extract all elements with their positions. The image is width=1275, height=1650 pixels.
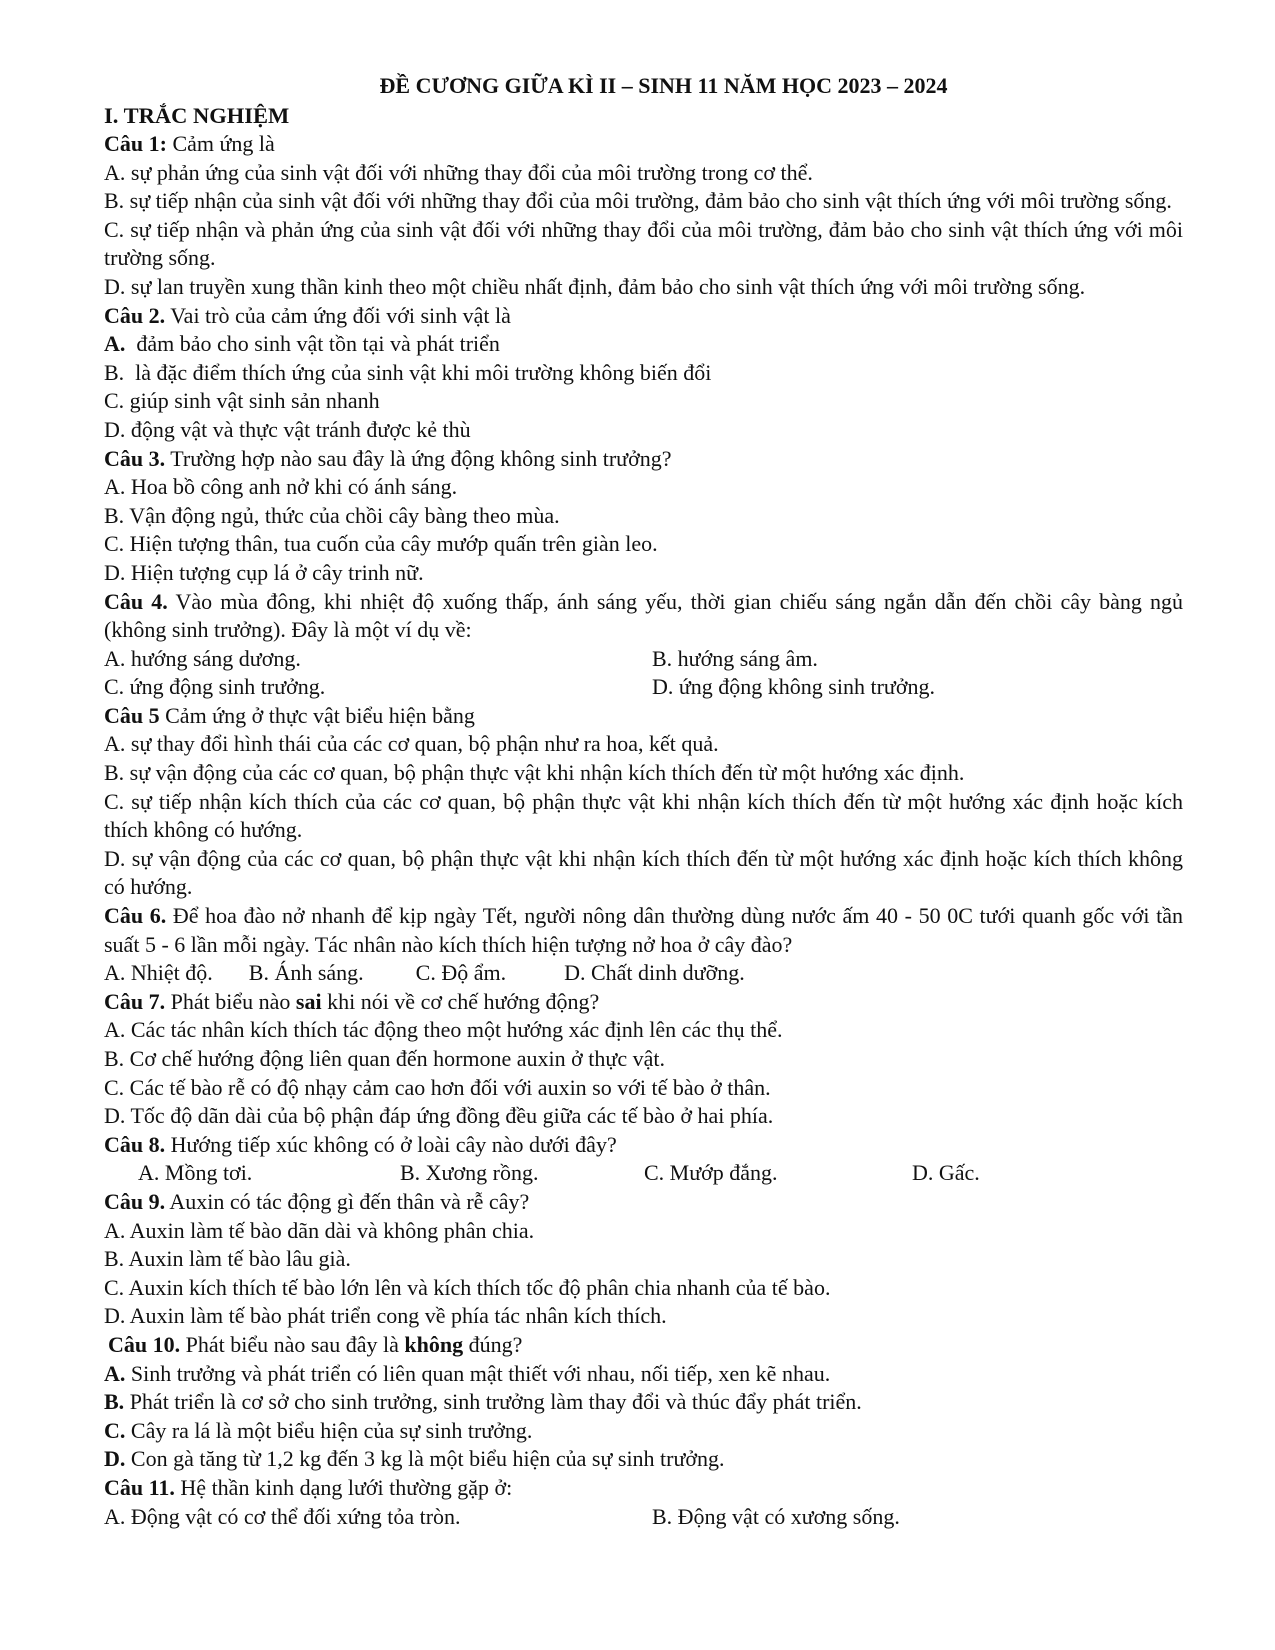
question-label: Câu 4. <box>104 588 168 614</box>
option-c <box>104 1417 1183 1446</box>
option-c: C. Hiện tượng thân, tua cuốn của cây mướp quấn trên giàn leo. <box>104 531 658 557</box>
question-text: Cảm ứng là <box>166 131 275 156</box>
option-d: D. Auxin làm tế bào phát triển cong về phía tác nhân kích thích. <box>104 1303 667 1329</box>
option-b: B. sự tiếp nhận của sinh vật đối với những thay đổi của môi trường, đảm bảo cho sinh vật thích ứng với môi trường sống. <box>104 188 1172 214</box>
question-6-stem <box>104 902 1183 959</box>
option-a <box>104 330 1183 359</box>
question-4 <box>104 588 1183 702</box>
question-label: Câu 5 <box>104 702 160 728</box>
question-text: Hệ thần kinh dạng lưới thường gặp ở: <box>174 1474 513 1500</box>
question-label: Câu 11. <box>104 1474 175 1500</box>
question-11-stem <box>104 1474 1183 1503</box>
option-b: B. là đặc điểm thích ứng của sinh vật khi môi trường không biến đổi <box>104 359 712 385</box>
question-text: Vào mùa đông, khi nhiệt độ xuống thấp, ánh sáng yếu, thời gian chiếu sáng ngắn dẫn đến chồi cây bàng ngủ (không sinh trưởng). Đây là một ví dụ về: <box>104 588 1183 643</box>
question-label: Câu 7. <box>104 988 166 1014</box>
option-a: A. Auxin làm tế bào dãn dài và không phân chia. <box>104 1217 535 1243</box>
question-text: Trường hợp nào sau đây là ứng động không sinh trưởng? <box>165 445 672 471</box>
option-a: A. hướng sáng dương. <box>104 645 301 671</box>
question-label: Câu 8. <box>104 1131 166 1157</box>
option-d: D. động vật và thực vật tránh được kẻ thù <box>104 416 471 442</box>
question-7-stem <box>104 988 1183 1017</box>
options-row <box>104 959 1183 988</box>
question-label: Câu 3. <box>104 445 166 471</box>
option-b: B. Cơ chế hướng động liên quan đến hormone auxin ở thực vật. <box>104 1046 665 1071</box>
option-b <box>104 1388 1183 1417</box>
question-9-stem <box>104 1188 1183 1217</box>
option-text: Con gà tăng từ 1,2 kg đến 3 kg là một biểu hiện của sự sinh trưởng. <box>125 1446 725 1472</box>
option-b: B. sự vận động của các cơ quan, bộ phận thực vật khi nhận kích thích đến từ một hướng xác định. <box>104 760 965 786</box>
option-letter: A. <box>104 1360 126 1386</box>
option-d: D. sự vận động của các cơ quan, bộ phận thực vật khi nhận kích thích đến từ một hướng xác định hoặc kích thích không có hướng. <box>104 845 1183 900</box>
option-text: Phát triển là cơ sở cho sinh trưởng, sinh trưởng làm thay đổi và thúc đẩy phát triển. <box>124 1389 862 1415</box>
question-label: Câu 9. <box>104 1188 166 1214</box>
option-c: C. ứng động sinh trưởng. <box>104 674 326 700</box>
question-10 <box>104 1331 1183 1474</box>
options-row <box>104 673 1183 702</box>
question-label: Câu 6. <box>104 903 167 929</box>
option-a: A. Hoa bồ công anh nở khi có ánh sáng. <box>104 474 458 500</box>
option-b: B. Vận động ngủ, thức của chồi cây bàng theo mùa. <box>104 502 560 528</box>
option-letter: C. <box>104 1417 126 1443</box>
option-c: C. Mướp đắng. <box>644 1160 778 1186</box>
options-row <box>104 645 1183 674</box>
question-4-stem <box>104 588 1183 645</box>
question-label: Câu 10. <box>108 1331 181 1357</box>
question-text: Vai trò của cảm ứng đối với sinh vật là <box>165 302 511 328</box>
question-7 <box>104 988 1183 1131</box>
option-d: D. Gấc. <box>912 1160 980 1186</box>
option-text: Cây ra lá là một biểu hiện của sự sinh trưởng. <box>125 1417 533 1443</box>
option-letter: D. <box>104 1446 126 1472</box>
question-text: Hướng tiếp xúc không có ở loài cây nào dưới đây? <box>165 1131 617 1157</box>
option-letter: B. <box>104 1389 125 1415</box>
option-c: C. giúp sinh vật sinh sản nhanh <box>104 388 380 414</box>
document-title: ĐỀ CƯƠNG GIỮA KÌ II – SINH 11 NĂM HỌC 2023 – 2024 <box>379 73 948 98</box>
option-d: D. Tốc độ dãn dài của bộ phận đáp ứng đồng đều giữa các tế bào ở hai phía. <box>104 1103 774 1129</box>
question-text-bold: sai <box>295 988 322 1014</box>
question-3-stem <box>104 445 1183 474</box>
question-text-before: Phát biểu nào <box>165 988 296 1014</box>
question-8-stem <box>104 1131 1183 1160</box>
option-a <box>104 1360 1183 1389</box>
question-text-after: khi nói về cơ chế hướng động? <box>321 988 600 1014</box>
question-2-stem <box>104 302 1183 331</box>
question-9 <box>104 1188 1183 1331</box>
option-d: D. ứng động không sinh trưởng. <box>652 674 935 700</box>
question-text-after: đúng? <box>463 1331 523 1357</box>
option-a: A. Mồng tơi. <box>138 1160 253 1186</box>
option-b: B. Xương rồng. <box>400 1160 539 1186</box>
question-1-stem <box>104 130 1183 159</box>
option-c: C. sự tiếp nhận và phản ứng của sinh vật đối với những thay đổi của môi trường, đảm bảo cho sinh vật thích ứng với môi trường sống. <box>104 216 1183 271</box>
option-c: C. Auxin kích thích tế bào lớn lên và kích thích tốc độ phân chia nhanh của tế bào. <box>104 1274 831 1300</box>
option-letter: A. <box>104 331 126 357</box>
question-text: Để hoa đào nở nhanh để kịp ngày Tết, người nông dân thường dùng nước ấm 40 - 50 0C tưới quanh gốc với tần suất 5 - 6 lần mỗi ngày. Tác nhân nào kích thích hiện tượng nở hoa ở cây đào? <box>104 903 1183 957</box>
question-text: Cảm ứng ở thực vật biểu hiện bằng <box>159 702 475 728</box>
option-a: A. sự thay đổi hình thái của các cơ quan, bộ phận như ra hoa, kết quả. <box>104 731 719 757</box>
question-label: Câu 1: <box>104 131 167 156</box>
question-6 <box>104 902 1183 988</box>
question-1 <box>104 130 1183 302</box>
question-10-stem <box>104 1331 1183 1360</box>
option-c: C. Các tế bào rễ có độ nhạy cảm cao hơn đối với auxin so với tế bào ở thân. <box>104 1074 771 1100</box>
question-label: Câu 2. <box>104 302 166 328</box>
option-a: A. Các tác nhân kích thích tác động theo một hướng xác định lên các thụ thể. <box>104 1017 783 1043</box>
question-text: Auxin có tác động gì đến thân và rễ cây? <box>165 1188 530 1214</box>
option-d <box>104 1445 1183 1474</box>
section-heading: I. TRẮC NGHIỆM <box>104 103 290 128</box>
option-a: A. Nhiệt độ. <box>104 960 213 986</box>
option-c: C. sự tiếp nhận kích thích của các cơ quan, bộ phận thực vật khi nhận kích thích đến từ một hướng xác định hoặc kích thích không có hướng. <box>104 788 1183 843</box>
question-text-bold: không <box>404 1331 464 1357</box>
option-b: B. Auxin làm tế bào lâu già. <box>104 1246 351 1272</box>
option-text: Sinh trưởng và phát triển có liên quan mật thiết với nhau, nối tiếp, xen kẽ nhau. <box>125 1360 831 1386</box>
question-8 <box>104 1131 1183 1188</box>
option-b: B. hướng sáng âm. <box>652 645 818 671</box>
options-row <box>104 1159 1183 1188</box>
option-c: C. Độ ẩm. <box>415 960 507 986</box>
option-d: D. Chất dinh dưỡng. <box>564 960 745 986</box>
option-a: A. sự phản ứng của sinh vật đối với những thay đổi của môi trường trong cơ thể. <box>104 159 813 185</box>
question-text-before: Phát biểu nào sau đây là <box>180 1331 405 1357</box>
option-a: A. Động vật có cơ thể đối xứng tỏa tròn. <box>104 1503 461 1529</box>
option-text: đảm bảo cho sinh vật tồn tại và phát triển <box>125 331 500 357</box>
option-b: B. Ánh sáng. <box>248 960 364 986</box>
question-2 <box>104 302 1183 445</box>
options-row <box>104 1503 1183 1532</box>
option-b: B. Động vật có xương sống. <box>652 1503 900 1529</box>
question-3 <box>104 445 1183 588</box>
question-5 <box>104 702 1183 902</box>
option-d: D. Hiện tượng cụp lá ở cây trinh nữ. <box>104 559 424 585</box>
question-5-stem <box>104 702 1183 731</box>
question-11 <box>104 1474 1183 1531</box>
option-d: D. sự lan truyền xung thần kinh theo một chiều nhất định, đảm bảo cho sinh vật thích ứng với môi trường sống. <box>104 273 1086 299</box>
